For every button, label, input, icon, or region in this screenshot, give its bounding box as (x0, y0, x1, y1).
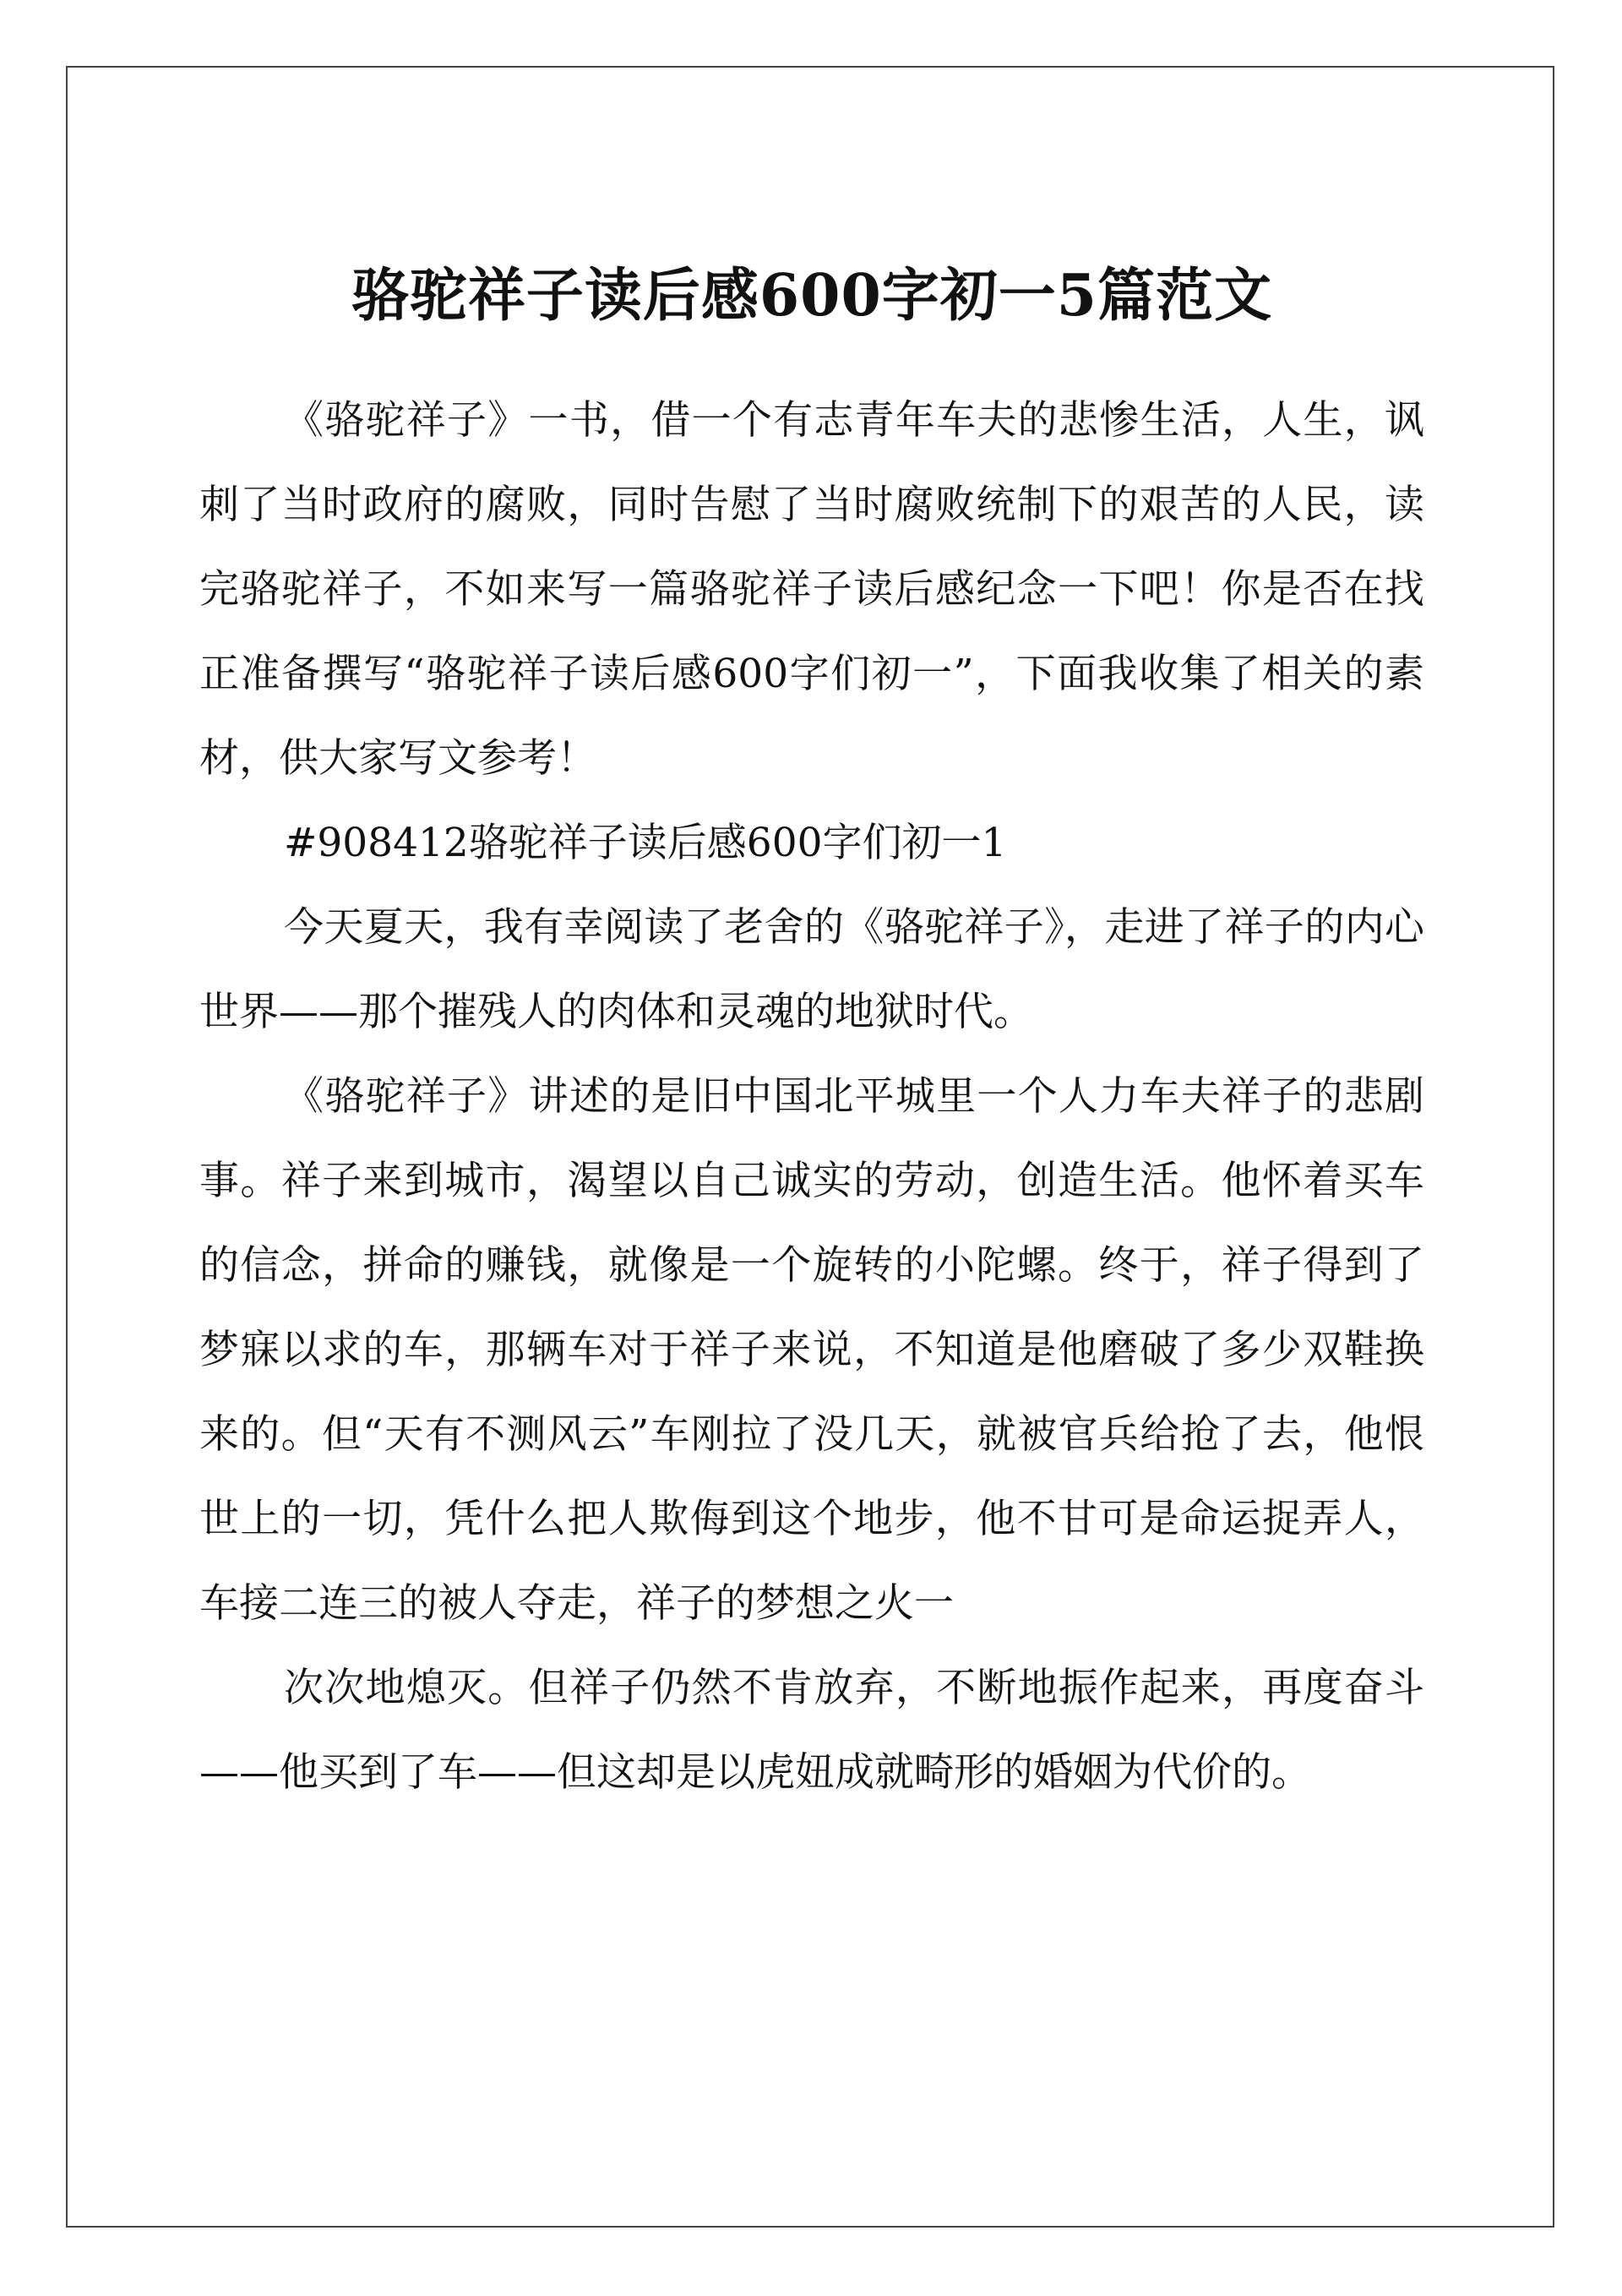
document-body (199, 254, 1424, 1815)
document-title: 骆驼祥子读后感600字初一5篇范文 (351, 262, 1273, 330)
intro-paragraph: 《骆驼祥子》一书，借一个有志青年车夫的悲惨生活，人生，讽刺了当时政府的腐败，同时告慰了当时腐败统制下的艰苦的人民，读完骆驼祥子，不如来写一篇骆驼祥子读后感纪念一下吧！你是否在找正准备撰写“骆驼祥子读后感600字们初一”，下面我收集了相关的素材，供大家写文参考！ (199, 397, 1424, 782)
body-paragraph: 《骆驼祥子》讲述的是旧中国北平城里一个人力车夫祥子的悲剧事。祥子来到城市，渴望以自己诚实的劳动，创造生活。他怀着买车的信念，拼命的赚钱，就像是一个旋转的小陀螺。终于，祥子得到了梦寐以求的车，那辆车对于祥子来说，不知道是他磨破了多少双鞋换来的。但“天有不测风云”车刚拉了没几天，就被官兵给抢了去，他恨世上的一切，凭什么把人欺侮到这个地步，他不甘可是命运捉弄人，车接二连三的被人夺走，祥子的梦想之火一 (199, 1073, 1424, 1627)
body-paragraph: 次次地熄灭。但祥子仍然不肯放弃，不断地振作起来，再度奋斗——他买到了车——但这却是以虎妞成就畸形的婚姻为代价的。 (199, 1665, 1424, 1796)
section-heading: #908412骆驼祥子读后感600字们初一1 (284, 820, 1007, 866)
body-paragraph: 今天夏天，我有幸阅读了老舍的《骆驼祥子》，走进了祥子的内心世界——那个摧残人的肉体和灵魂的地狱时代。 (199, 904, 1424, 1035)
